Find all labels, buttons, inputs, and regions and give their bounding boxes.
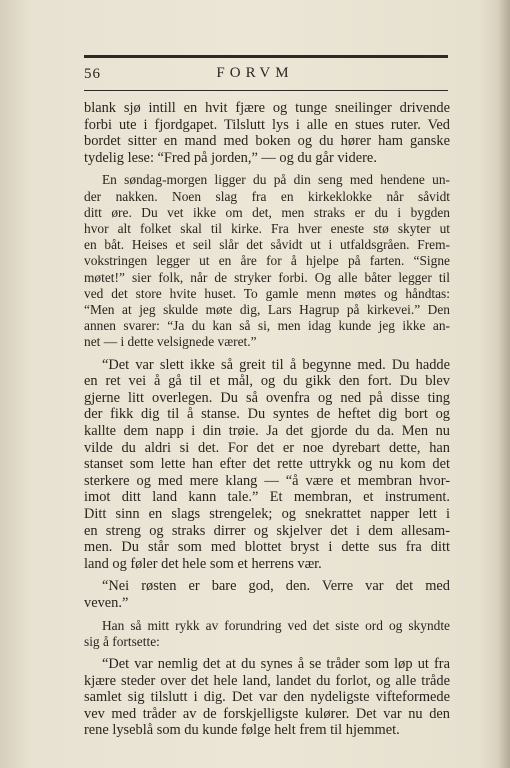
header-rule-top [84,55,448,58]
text-line: ditt øre. Du vet ikke om det, men straks er du i bygden [84,204,450,220]
text-line: rene lyseblå som du kunde følge helt frem til hjemmet. [84,722,400,739]
text-line: kallte dem napp i din trøie. Ja det gjorde du da. Men nu [84,422,450,439]
header-rule-bottom [84,90,448,91]
text-line: En søndag-morgen ligger du på din seng med hendene un- [102,172,450,188]
text-line: veven.” [84,594,129,611]
text-line: Han så mitt rykk av forundring ved det siste ord og skyndte [102,617,450,633]
text-line: imot ditt land kann tale.” Et membran, et instrument. [84,489,450,506]
text-line: der nakken. Noen slag fra en kirkeklokke når såvidt [84,188,450,204]
text-line: kjære steder over det hele land, landet du forlot, og alle tråde [84,672,450,689]
text-line: men. Du står som med blottet bryst i dette sus fra ditt [84,539,450,556]
text-line: blank sjø intill en hvit fjære og tunge sneilinger drivende [84,100,450,116]
text-line: vokstringen legger ut en åre for å hjelpe på farten. “Signe [84,253,450,269]
body-text [84,100,450,739]
text-line: forbi ute i fjordgapet. Tilslutt lys i alle en stues ruter. Ved [84,116,450,133]
text-line: tydelig lese: “Fred på jorden,” — og du går videre. [84,149,377,166]
paragraph [84,100,450,166]
text-line: Ditt sinn en slags strengelek; og snekrattet napper lett i [84,505,450,522]
running-head-title: FORVM [216,65,294,81]
text-line: annen svarer: “Ja du kan så si, men idag kunde jeg ikke an- [84,318,450,334]
paragraph [84,357,450,573]
text-line: samlet sig tilslutt i dig. Det var den nydeligste vifteformede [84,689,450,706]
text-line: møtet!” sier folk, når de stryker forbi. Og alle båter legger til [84,269,450,285]
paragraph [84,618,450,650]
text-line: “Nei røsten er bare god, den. Verre var det med [102,578,450,595]
text-line: sterkere og med mere klang — “å være et membran hvor- [84,472,450,489]
text-line: gjerne litt overlegen. Du så ovenfra og ned på disse ting [84,389,450,406]
paragraph [84,578,450,611]
text-line: vilde du aldri si det. For det er noe dyrebart dette, han [84,439,450,456]
paragraph [84,172,450,350]
text-line: net — i dette velsignede været.” [84,334,257,350]
text-line: “Det var nemlig det at du synes å se tråder som løp ut fra [102,655,450,672]
paragraph [84,656,450,739]
page-number: 56 [84,66,101,82]
text-line: hvor alt folket skal til kirke. Fra hver eneste stø skyter ut [84,220,450,236]
text-line: ved det store hvite huset. To gamle menn møtes og håndtas: [84,285,450,301]
text-line: en båt. Heises et seil slår det såvidt ut i utfaldsgråen. Frem- [84,237,450,253]
text-line: en streng og straks dirrer og skjelver det i dem allesam- [84,522,450,539]
text-line: “Det var slett ikke så greit til å begynne med. Du hadde [102,356,450,373]
text-line: stanset som lette han efter det rette uttrykk og nu kom det [84,456,450,473]
text-line: land og føler det hele som et herrens vær. [84,555,322,572]
text-line: der fikk dig til å stanse. Du syntes de heftet dig bort og [84,406,450,423]
text-line: bordet sitter en mand med boken og du hører ham ganske [84,133,450,150]
page-edge-shadow [498,0,510,768]
text-line: sig å fortsette: [84,633,160,649]
text-line: “Men at jeg skulde møte dig, Lars Hagrup på kirkevei.” Den [84,302,450,317]
text-line: en ret vei å gå til et mål, og du gikk den fort. Du blev [84,373,450,390]
text-line: vev med tråder av de forskjelligste kulører. Det var nu den [84,705,450,722]
